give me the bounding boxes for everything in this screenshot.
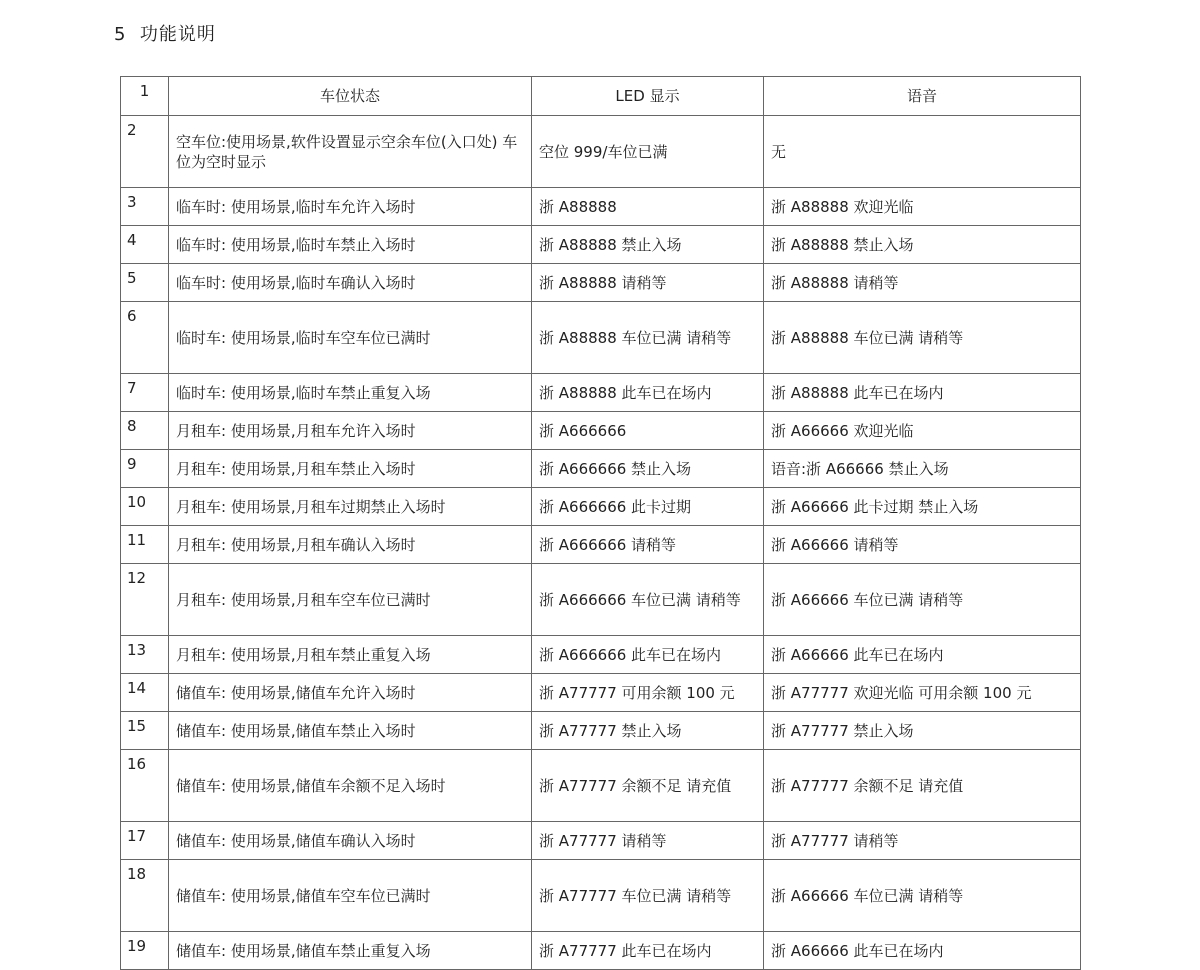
cell-led: 浙 A666666 (532, 412, 764, 450)
table-header-row (121, 77, 1081, 116)
table-row (121, 750, 1081, 822)
table-row (121, 412, 1081, 450)
row-number: 10 (121, 488, 169, 526)
cell-status: 临车时: 使用场景,临时车禁止入场时 (169, 226, 532, 264)
function-table (120, 76, 1081, 970)
row-number: 13 (121, 636, 169, 674)
cell-status: 储值车: 使用场景,储值车允许入场时 (169, 674, 532, 712)
row-number: 2 (121, 116, 169, 188)
cell-status: 临时车: 使用场景,临时车禁止重复入场 (169, 374, 532, 412)
cell-status: 储值车: 使用场景,储值车空车位已满时 (169, 860, 532, 932)
table-row (121, 932, 1081, 970)
header-led: LED 显示 (532, 77, 764, 116)
table-row (121, 636, 1081, 674)
cell-status: 临车时: 使用场景,临时车允许入场时 (169, 188, 532, 226)
cell-led: 空位 999/车位已满 (532, 116, 764, 188)
header-status: 车位状态 (169, 77, 532, 116)
cell-led: 浙 A88888 此车已在场内 (532, 374, 764, 412)
cell-voice: 浙 A77777 请稍等 (764, 822, 1081, 860)
row-number: 12 (121, 564, 169, 636)
cell-voice: 浙 A77777 禁止入场 (764, 712, 1081, 750)
cell-voice: 浙 A88888 车位已满 请稍等 (764, 302, 1081, 374)
cell-status: 储值车: 使用场景,储值车确认入场时 (169, 822, 532, 860)
cell-voice: 无 (764, 116, 1081, 188)
table-row (121, 860, 1081, 932)
cell-led: 浙 A77777 禁止入场 (532, 712, 764, 750)
cell-voice: 浙 A66666 欢迎光临 (764, 412, 1081, 450)
cell-status: 月租车: 使用场景,月租车过期禁止入场时 (169, 488, 532, 526)
cell-led: 浙 A88888 (532, 188, 764, 226)
row-number: 3 (121, 188, 169, 226)
cell-voice: 浙 A88888 此车已在场内 (764, 374, 1081, 412)
cell-voice: 浙 A66666 车位已满 请稍等 (764, 564, 1081, 636)
row-number: 11 (121, 526, 169, 564)
cell-voice: 浙 A66666 此卡过期 禁止入场 (764, 488, 1081, 526)
table-row (121, 188, 1081, 226)
cell-led: 浙 A666666 此卡过期 (532, 488, 764, 526)
cell-voice: 浙 A66666 此车已在场内 (764, 932, 1081, 970)
row-number: 16 (121, 750, 169, 822)
cell-status: 储值车: 使用场景,储值车禁止入场时 (169, 712, 532, 750)
table-row (121, 450, 1081, 488)
row-number: 17 (121, 822, 169, 860)
cell-status: 月租车: 使用场景,月租车空车位已满时 (169, 564, 532, 636)
table-row (121, 526, 1081, 564)
row-number: 19 (121, 932, 169, 970)
row-number: 14 (121, 674, 169, 712)
row-number: 15 (121, 712, 169, 750)
row-number: 5 (121, 264, 169, 302)
section-number: 5 (114, 24, 127, 45)
table-row (121, 822, 1081, 860)
row-number: 6 (121, 302, 169, 374)
table-row (121, 674, 1081, 712)
cell-status: 月租车: 使用场景,月租车允许入场时 (169, 412, 532, 450)
cell-led: 浙 A88888 请稍等 (532, 264, 764, 302)
cell-status: 月租车: 使用场景,月租车禁止入场时 (169, 450, 532, 488)
cell-voice: 浙 A88888 禁止入场 (764, 226, 1081, 264)
table-row (121, 374, 1081, 412)
table-row (121, 116, 1081, 188)
cell-led: 浙 A666666 此车已在场内 (532, 636, 764, 674)
cell-status: 月租车: 使用场景,月租车禁止重复入场 (169, 636, 532, 674)
cell-status: 月租车: 使用场景,月租车确认入场时 (169, 526, 532, 564)
cell-voice: 浙 A66666 车位已满 请稍等 (764, 860, 1081, 932)
cell-led: 浙 A77777 请稍等 (532, 822, 764, 860)
section-title: 功能说明 (139, 24, 216, 45)
table-row (121, 302, 1081, 374)
table-row (121, 488, 1081, 526)
cell-voice: 浙 A66666 此车已在场内 (764, 636, 1081, 674)
cell-status: 临车时: 使用场景,临时车确认入场时 (169, 264, 532, 302)
cell-led: 浙 A77777 可用余额 100 元 (532, 674, 764, 712)
cell-led: 浙 A77777 车位已满 请稍等 (532, 860, 764, 932)
cell-led: 浙 A77777 此车已在场内 (532, 932, 764, 970)
cell-led: 浙 A88888 车位已满 请稍等 (532, 302, 764, 374)
row-number: 18 (121, 860, 169, 932)
table-row (121, 712, 1081, 750)
cell-led: 浙 A666666 禁止入场 (532, 450, 764, 488)
row-number: 7 (121, 374, 169, 412)
cell-status: 空车位:使用场景,软件设置显示空余车位(入口处) 车位为空时显示 (169, 116, 532, 188)
cell-voice: 浙 A88888 欢迎光临 (764, 188, 1081, 226)
cell-voice: 浙 A88888 请稍等 (764, 264, 1081, 302)
section-heading (114, 20, 216, 46)
cell-status: 储值车: 使用场景,储值车禁止重复入场 (169, 932, 532, 970)
cell-led: 浙 A77777 余额不足 请充值 (532, 750, 764, 822)
cell-status: 临时车: 使用场景,临时车空车位已满时 (169, 302, 532, 374)
table-row (121, 564, 1081, 636)
row-number: 4 (121, 226, 169, 264)
cell-voice: 浙 A66666 请稍等 (764, 526, 1081, 564)
header-num: 1 (121, 77, 169, 116)
header-voice: 语音 (764, 77, 1081, 116)
cell-led: 浙 A88888 禁止入场 (532, 226, 764, 264)
cell-status: 储值车: 使用场景,储值车余额不足入场时 (169, 750, 532, 822)
cell-voice: 语音:浙 A66666 禁止入场 (764, 450, 1081, 488)
cell-led: 浙 A666666 请稍等 (532, 526, 764, 564)
row-number: 8 (121, 412, 169, 450)
cell-led: 浙 A666666 车位已满 请稍等 (532, 564, 764, 636)
cell-voice: 浙 A77777 欢迎光临 可用余额 100 元 (764, 674, 1081, 712)
cell-voice: 浙 A77777 余额不足 请充值 (764, 750, 1081, 822)
table-row (121, 226, 1081, 264)
row-number: 9 (121, 450, 169, 488)
table-row (121, 264, 1081, 302)
